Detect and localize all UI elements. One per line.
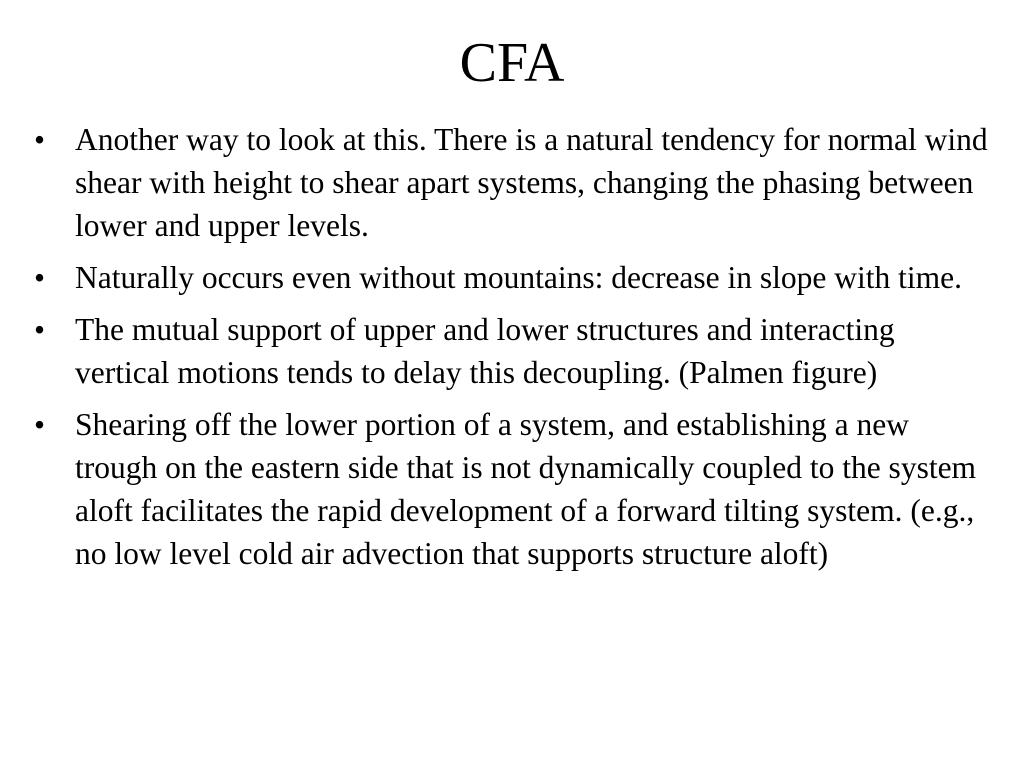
bullet-item-2 [34, 256, 994, 299]
bullet-text-4: Shearing off the lower portion of a system, and establishing a new trough on the eastern side that is not dynamically coupled to the system aloft facilitates the rapid development of a forward tilting system. (e.g., no low level cold air advection that supports structure aloft) [75, 407, 977, 571]
bullet-mark: • [34, 312, 46, 347]
bullet-item-1 [34, 118, 994, 247]
bullet-list [34, 118, 994, 584]
bullet-text-1: Another way to look at this. There is a natural tendency for normal wind shear with height to shear apart systems, changing the phasing between lower and upper levels. [75, 122, 988, 243]
bullet-text-3: The mutual support of upper and lower structures and interacting vertical motions tends to delay this decoupling. (Palmen figure) [75, 312, 895, 390]
bullet-mark: • [34, 407, 46, 442]
bullet-item-4 [34, 403, 994, 575]
bullet-text-2: Naturally occurs even without mountains: decrease in slope with time. [75, 260, 963, 295]
bullet-item-3 [34, 308, 994, 394]
slide-title: CFA [459, 32, 565, 94]
bullet-mark: • [34, 122, 46, 157]
bullet-mark: • [34, 260, 46, 295]
